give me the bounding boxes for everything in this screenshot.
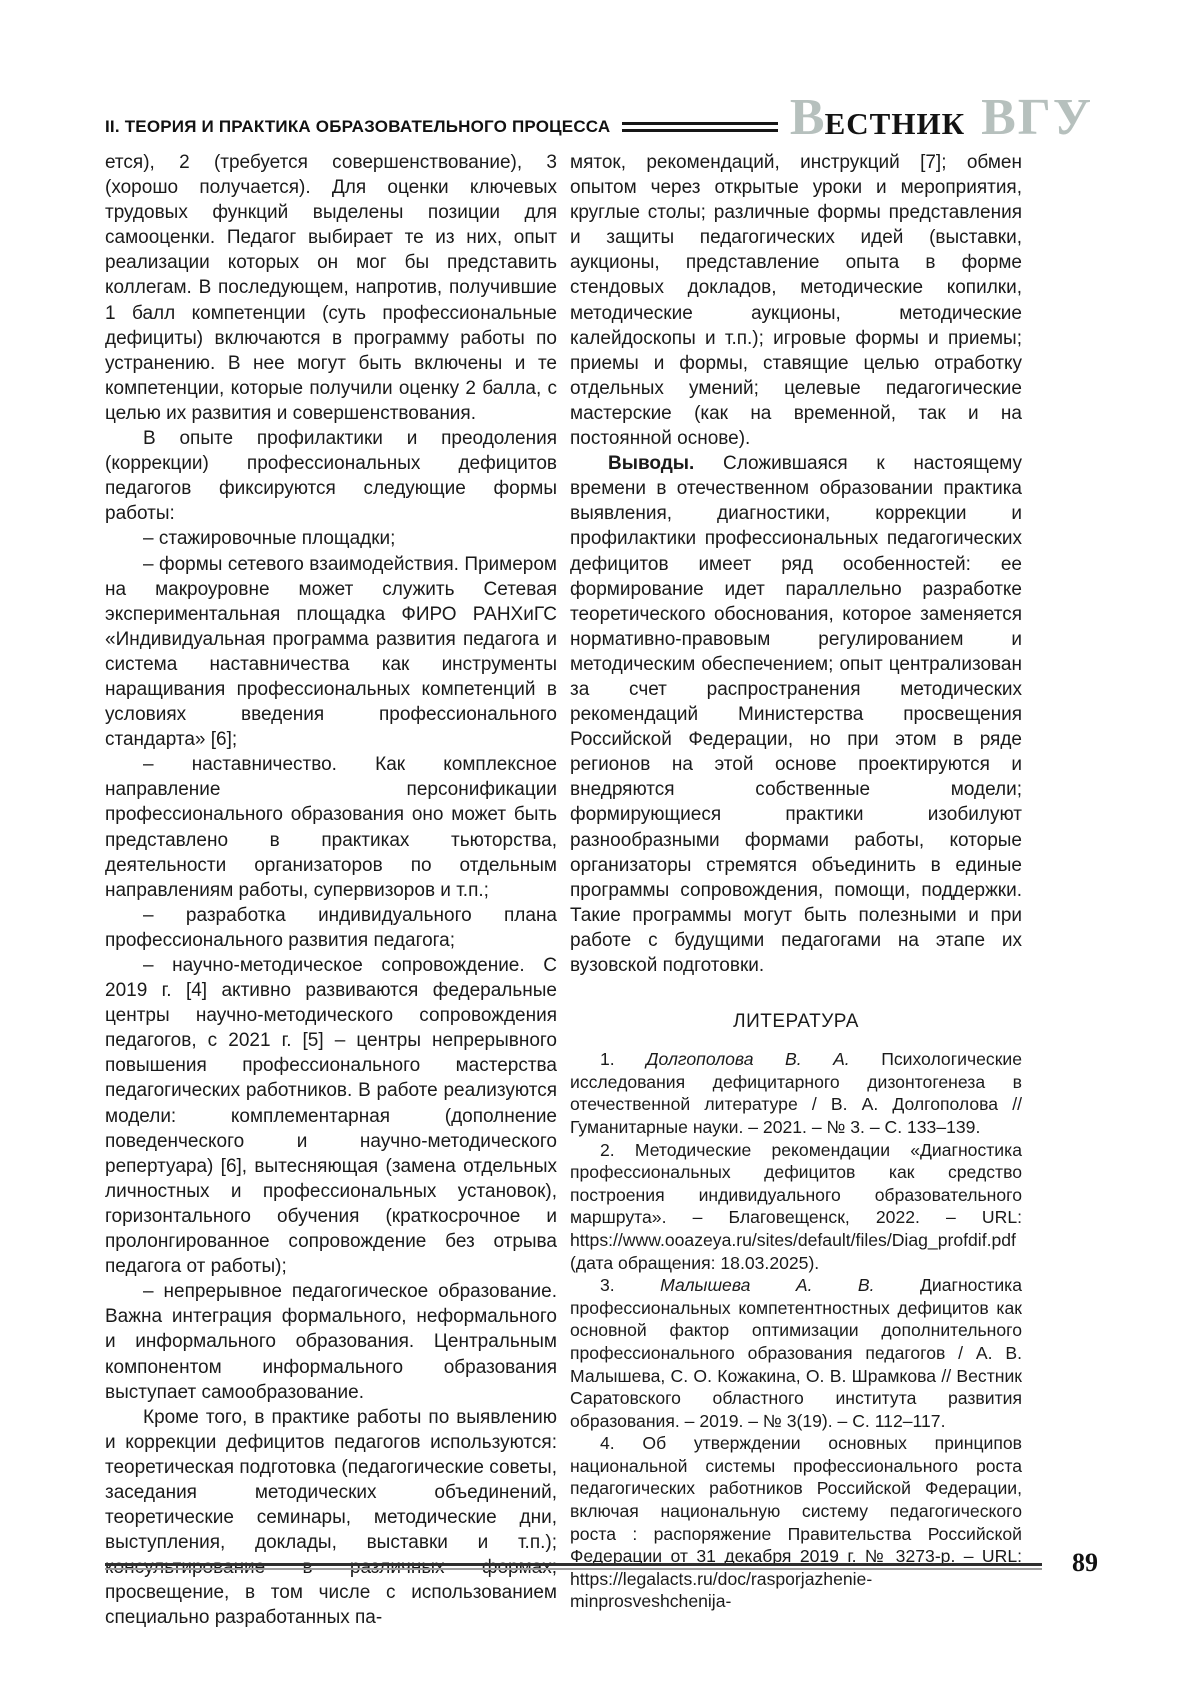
journal-logo-abbr: ВГУ <box>981 89 1093 146</box>
reference-number: 2. <box>600 1139 615 1160</box>
list-item-paragraph: – наставничество. Как комплексное направление персонификации профессионального образования оно может быть представлено в практиках тьюторства, деятельности организаторов по отдельным направлениям работы, супервизоров и т.п.; <box>105 754 557 901</box>
section-title: II. ТЕОРИЯ И ПРАКТИКА ОБРАЗОВАТЕЛЬНОГО ПРОЦЕССА <box>105 117 611 136</box>
reference-number: 3. <box>600 1275 615 1296</box>
list-item-paragraph: – научно-методическое сопровождение. С 2019 г. [4] активно развиваются федеральные центры научно-методического сопровождения педагогов, с 2021 г. [5] – центры непрерывного повышения профессионального мастерства педагогических работников. В работе реализуются модели: комплементарная (дополнение поведенческого и научно-методического репертуара) [6], вытесняющая (замена отдельных личностных и профессиональных установок), горизонтального обучения (краткосрочное и пролонгированное сопровождение без отрыва педагога от работы); <box>105 955 557 1278</box>
journal-logo-name: ЕСТНИК <box>824 106 966 141</box>
footer-double-rule <box>105 1563 1042 1570</box>
reference-authors: Малышева А. В. <box>660 1275 875 1296</box>
conclusions-lead: Выводы. <box>608 453 695 475</box>
list-item-paragraph: – формы сетевого взаимодействия. Примером на макроуровне может служить Сетевая экспериментальная площадка ФИРО РАНХиГС «Индивидуальная программа развития педагога и система наставничества как инструменты наращивания профессиональных компетенций в условиях введения профессионального стандарта» [6]; <box>105 553 557 751</box>
reference-authors: Долгополова В. А. <box>646 1049 850 1070</box>
reference-item <box>570 1432 1022 1613</box>
reference-text: Диагностика профессиональных компетентностных дефицитов как основной фактор оптимизации дополнительного профессионального образования педагогов / А. В. Малышева, С. О. Кожакина, О. В. Шрамкова // Вестник Саратовского областного института развития образования. – 2019. – № 3(19). – С. 112–117. <box>570 1275 1023 1431</box>
list-item-paragraph: – стажировочные площадки; <box>143 528 396 550</box>
conclusions-paragraph <box>570 451 1022 978</box>
list-item-paragraph: – непрерывное педагогическое образование. Важна интеграция формального, неформального и информального образования. Центральным компонентом информального образования выступает самообразование. <box>105 1281 557 1403</box>
page-number: 89 <box>1072 1548 1098 1577</box>
reference-text: Психологические исследования дефицитарного дизонтогенеза в отечественной литературе / В. А. Долгополова // Гуманитарные науки. – 2021. – № 3. – С. 133–139. <box>570 1049 1023 1137</box>
conclusions-text: Сложившаяся к настоящему времени в отечественном образовании практика выявления, диагностики, коррекции и профилактики профессиональных педагогических дефицитов имеет ряд особенностей: ее формирование идет параллельно разработке теоретического обоснования, которое заменяется нормативно-правовым регулированием и методическим обеспечением; опыт централизован за счет распространения методических рекомендаций Министерства просвещения Российской Федерации, но при этом в ряде регионов на этой основе проектируются и внедряются собственные модели; формирующиеся практики изобилуют разнообразными формами работы, которые организаторы стремятся объединить в единые программы сопровождения, помощи, поддержки. Такие программы могут быть полезными и при работе с будущими педагогами на этапе их вузовской подготовки. <box>570 453 1023 976</box>
reference-text: Об утверждении основных принципов национальной системы профессионального роста педагогических работников Российской Федерации, включая национальную систему педагогического роста : распоряжение Правительства Российской Федерации от 31 декабря 2019 г. № 3273-р. – URL: https://legalacts.ru/doc/rasporjazhenie-minprosveshchenija- <box>570 1433 1023 1612</box>
header-double-rule <box>622 122 778 132</box>
page-header <box>105 89 1093 146</box>
journal-logo <box>789 89 1093 146</box>
body-paragraph: В опыте профилактики и преодоления (коррекции) профессиональных дефицитов педагогов фиксируются следующие формы работы: <box>105 428 557 525</box>
body-paragraph: мяток, рекомендаций, инструкций [7]; обмен опытом через открытые уроки и мероприятия, круглые столы; различные формы представления и защиты педагогических идей (выставки, аукционы, представление опыта в форме стендовых докладов, методические копилки, методические аукционы, методические калейдоскопы и т.п.); игровые формы и приемы; приемы и формы, ставящие целью отработку отдельных умений; целевые педагогические мастерские (как на временной, так и на постоянной основе). <box>570 152 1022 450</box>
left-column <box>105 150 557 1631</box>
right-column <box>570 150 1022 1613</box>
body-paragraph: ется), 2 (требуется совершенствование), 3 (хорошо получается). Для оценки ключевых трудовых функций выделены позиции для самооценки. Педагог выбирает те из них, опыт реализации которых он мог бы представить коллегам. В последующем, напротив, получившие 1 балл компетенции (суть профессиональные дефициты) включаются в программу работы по устранению. В нее могут быть включены и те компетенции, которые получили оценку 2 балла, с целью их развития и совершенствования. <box>105 152 557 424</box>
reference-text: Методические рекомендации «Диагностика профессиональных дефицитов как средство построения индивидуального образовательного маршрута». – Благовещенск, 2022. – URL: https://www.ooazeya.ru/sites/default/files/Diag_profdif.pdf (дата обращения: 18.03.2025). <box>570 1139 1023 1273</box>
literature-heading: ЛИТЕРАТУРА <box>733 1011 859 1033</box>
journal-logo-initial: В <box>789 89 825 146</box>
reference-item <box>570 1048 1022 1138</box>
list-item-paragraph: – разработка индивидуального плана профессионального развития педагога; <box>105 904 557 951</box>
reference-number: 1. <box>600 1049 615 1070</box>
body-paragraph: Кроме того, в практике работы по выявлению и коррекции дефицитов педагогов используются: теоретическая подготовка (педагогические советы, заседания методических объединений, теоретические семинары, методические дни, выступления, доклады, выставки и т.п.); консультирование в различных формах; просвещение, в том числе с использованием специально разработанных па- <box>105 1406 557 1629</box>
reference-item <box>570 1139 1022 1275</box>
reference-number: 4. <box>600 1433 615 1454</box>
reference-item <box>570 1274 1022 1432</box>
